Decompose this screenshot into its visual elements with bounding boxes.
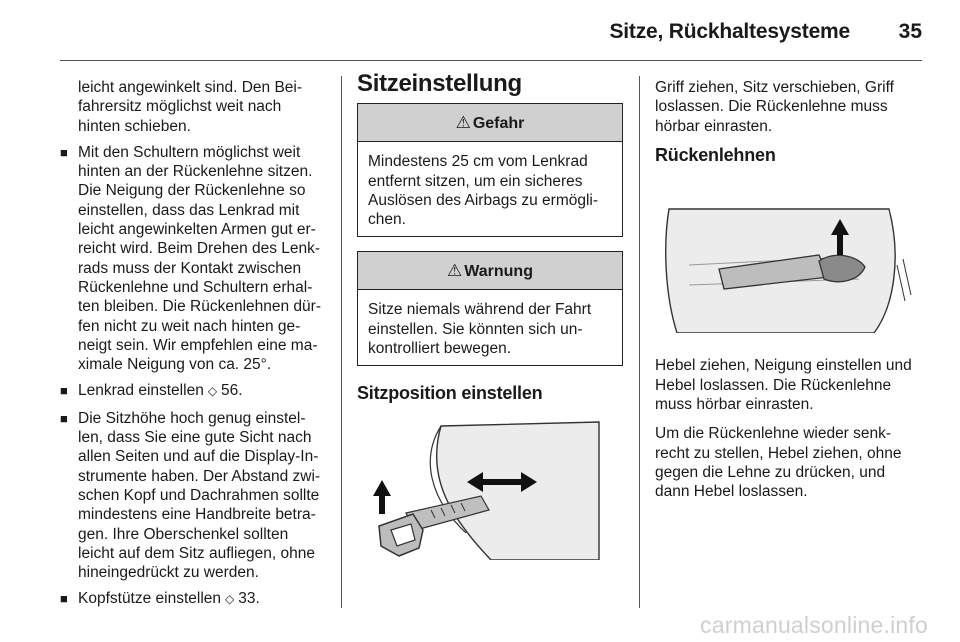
page-reference-icon: ◇ — [225, 592, 235, 607]
paragraph: Um die Rückenlehne wieder senk- recht zu stellen, Hebel ziehen, ohne gegen die Lehne zu drücken, und dann Hebel loslassen. — [655, 425, 902, 501]
continuation-paragraph: leicht angewinkelt sind. Den Bei- fahrersitz möglichst weit nach hinten schieben. — [78, 79, 303, 135]
intro-paragraph: Griff ziehen, Sitz verschieben, Griff loslassen. Die Rückenlehne muss hörbar einrasten. — [655, 79, 894, 135]
warning-triangle-icon: ⚠ — [447, 261, 463, 281]
page-number: 35 — [898, 20, 922, 43]
backrest-lever-illustration — [659, 205, 914, 333]
page-reference-link[interactable]: 56. — [221, 382, 243, 400]
page-reference-link[interactable]: 33. — [238, 590, 260, 608]
paragraph: Hebel ziehen, Neigung einstellen und Hebel loslassen. Die Rückenlehne muss hörbar einrasten. — [655, 357, 912, 414]
bullet-icon: ■ — [60, 591, 68, 607]
list-item: ■ Mit den Schultern möglichst weit hinten an der Rückenlehne sitzen. Die Neigung der Rückenlehne so einstellen, dass das Lenkrad mit leicht angewinkelten Armen gut er- reicht wird. Beim Drehen des Lenk- rads muss der Kontakt zwischen Rückenlehne und Schultern erhal- ten bleiben. Die Rückenlehnen dür- fen nicht zu weit nach hinten ge- neigt sein. Wir empfehlen eine ma- ximale Neigung von ca. 25°. — [60, 143, 321, 374]
danger-box-body: Mindestens 25 cm vom Lenkrad entfernt sitzen, um ein sicheres Auslösen des Airbags zu ermögli- chen. — [368, 153, 599, 229]
list-item: ■ Die Sitzhöhe hoch genug einstel- len, dass Sie eine gute Sicht nach allen Seiten und auf die Display-In- strumente haben. Der Abstand zwi- schen Kopf und Dachrahmen sollte mindestens eine Handbreite betra- gen. Ihre Oberschenkel sollten leicht auf dem Sitz aufliegen, ohne hineingedrückt zu werden. — [60, 409, 321, 582]
column-divider-left — [341, 76, 342, 608]
page-header-title: Sitze, Rückhaltesysteme — [609, 20, 850, 43]
watermark: carmanualsonline.info — [700, 612, 928, 638]
warning-box-header: ⚠ Warnung — [358, 252, 622, 290]
bullet-icon: ■ — [60, 383, 68, 399]
list-item: ■ Kopfstütze einstellen ◇ 33. — [60, 590, 260, 608]
header-rule — [60, 60, 922, 61]
section-title: Sitzeinstellung — [357, 70, 522, 97]
column-3 — [655, 78, 923, 512]
column-divider-right — [639, 76, 640, 608]
seat-slide-illustration — [371, 418, 601, 560]
warning-triangle-icon: ⚠ — [455, 113, 471, 133]
bullet-icon: ■ — [60, 410, 68, 426]
page-reference-icon: ◇ — [207, 384, 218, 399]
danger-box-header: ⚠ Gefahr — [358, 104, 622, 142]
bullet-icon: ■ — [60, 144, 68, 160]
warning-box-body: Sitze niemals während der Fahrt einstellen. Sie könnten sich un- kontrolliert bewegen. — [368, 301, 592, 358]
column-1 — [60, 78, 330, 617]
list-item: ■ Lenkrad einstellen ◇ 56. — [60, 382, 243, 400]
danger-box — [357, 103, 623, 237]
instruction-list — [60, 143, 330, 610]
column-2 — [357, 70, 623, 565]
subsection-title: Sitzposition einstellen — [357, 383, 543, 404]
subsection-title: Rückenlehnen — [655, 144, 776, 165]
warning-box — [357, 251, 623, 366]
